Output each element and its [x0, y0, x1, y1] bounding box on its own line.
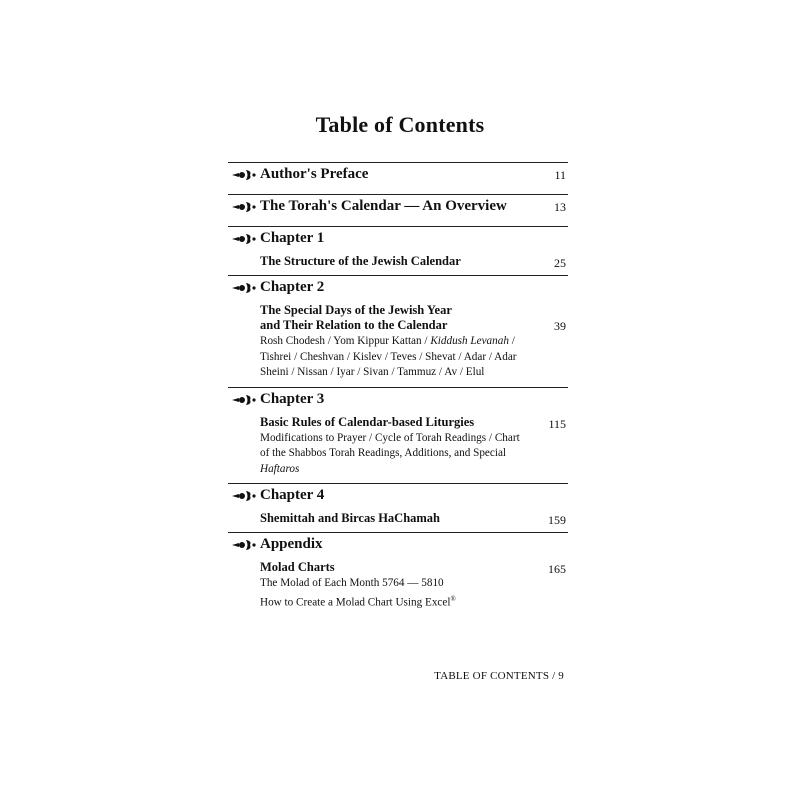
- entry-subtitle: Basic Rules of Calendar-based Liturgies: [260, 414, 475, 429]
- entry-description: [260, 334, 530, 381]
- entry-heading: Chapter 3: [260, 390, 325, 407]
- toc-entry-chapter-4[interactable]: [228, 483, 568, 532]
- fleuron-ornament-icon: [230, 537, 258, 553]
- entry-subtitle: The Structure of the Jewish Calendar: [260, 254, 461, 268]
- entry-description-line-1: The Molad of Each Month 5764 — 5810: [260, 577, 444, 589]
- entry-description-line-2: [260, 592, 530, 611]
- toc-entry-chapter-2[interactable]: [228, 275, 568, 387]
- entry-page-number: 11: [554, 168, 566, 182]
- entry-description: [260, 431, 530, 478]
- desc-text: / Tishrei / Cheshvan / Kislev / Teves / Shevat / Adar / Adar Sheini / Nissan / Iyar / Sivan / Tammuz / Av / Elul: [260, 335, 517, 378]
- entry-page-number: 25: [554, 256, 566, 270]
- toc-list: [228, 162, 568, 617]
- desc-italic-text: Kiddush Levanah: [430, 335, 509, 347]
- fleuron-ornament-icon: [230, 392, 258, 408]
- entry-page-number: 165: [548, 562, 566, 576]
- toc-entry-chapter-3[interactable]: [228, 387, 568, 484]
- desc-italic-text: Haftaros: [260, 462, 300, 475]
- entry-heading: The Torah's Calendar — An Overview: [260, 198, 507, 214]
- fleuron-ornament-icon: [230, 280, 258, 296]
- toc-entry-overview[interactable]: [228, 194, 568, 226]
- entry-heading: Appendix: [260, 536, 323, 552]
- entry-subtitle: Shemittah and Bircas HaChamah: [260, 511, 441, 525]
- registered-mark: ®: [450, 594, 456, 603]
- toc-entry-appendix[interactable]: [228, 532, 568, 617]
- entry-heading: Chapter 1: [260, 230, 325, 246]
- entry-page-number: 13: [554, 200, 566, 214]
- fleuron-ornament-icon: [230, 231, 258, 247]
- entry-heading: Author's Preface: [260, 166, 369, 182]
- entry-page-number: 159: [548, 513, 566, 527]
- toc-entry-chapter-1[interactable]: [228, 226, 568, 275]
- fleuron-ornament-icon: [230, 167, 258, 183]
- running-footer: TABLE OF CONTENTS / 9: [434, 670, 564, 682]
- entry-subtitle-line-1: The Special Days of the Jewish Year: [260, 303, 452, 317]
- desc-text: Modifications to Prayer / Cycle of Torah Readings / Chart of the Shabbos Torah Readings, Additions, and Special: [260, 431, 520, 459]
- page-title: Table of Contents: [315, 112, 485, 137]
- entry-subtitle: Molad Charts: [260, 560, 335, 574]
- fleuron-ornament-icon: [230, 488, 258, 504]
- desc-text: How to Create a Molad Chart Using Excel: [260, 596, 451, 609]
- toc-entry-author-preface[interactable]: [228, 162, 568, 194]
- entry-heading: Chapter 2: [260, 279, 325, 295]
- entry-page-number: 115: [548, 416, 566, 431]
- entry-subtitle-line-2: and Their Relation to the Calendar: [260, 318, 448, 332]
- fleuron-ornament-icon: [230, 199, 258, 215]
- entry-heading: Chapter 4: [260, 487, 325, 503]
- entry-page-number: 39: [554, 319, 566, 333]
- desc-text: Rosh Chodesh / Yom Kippur Kattan /: [260, 335, 431, 347]
